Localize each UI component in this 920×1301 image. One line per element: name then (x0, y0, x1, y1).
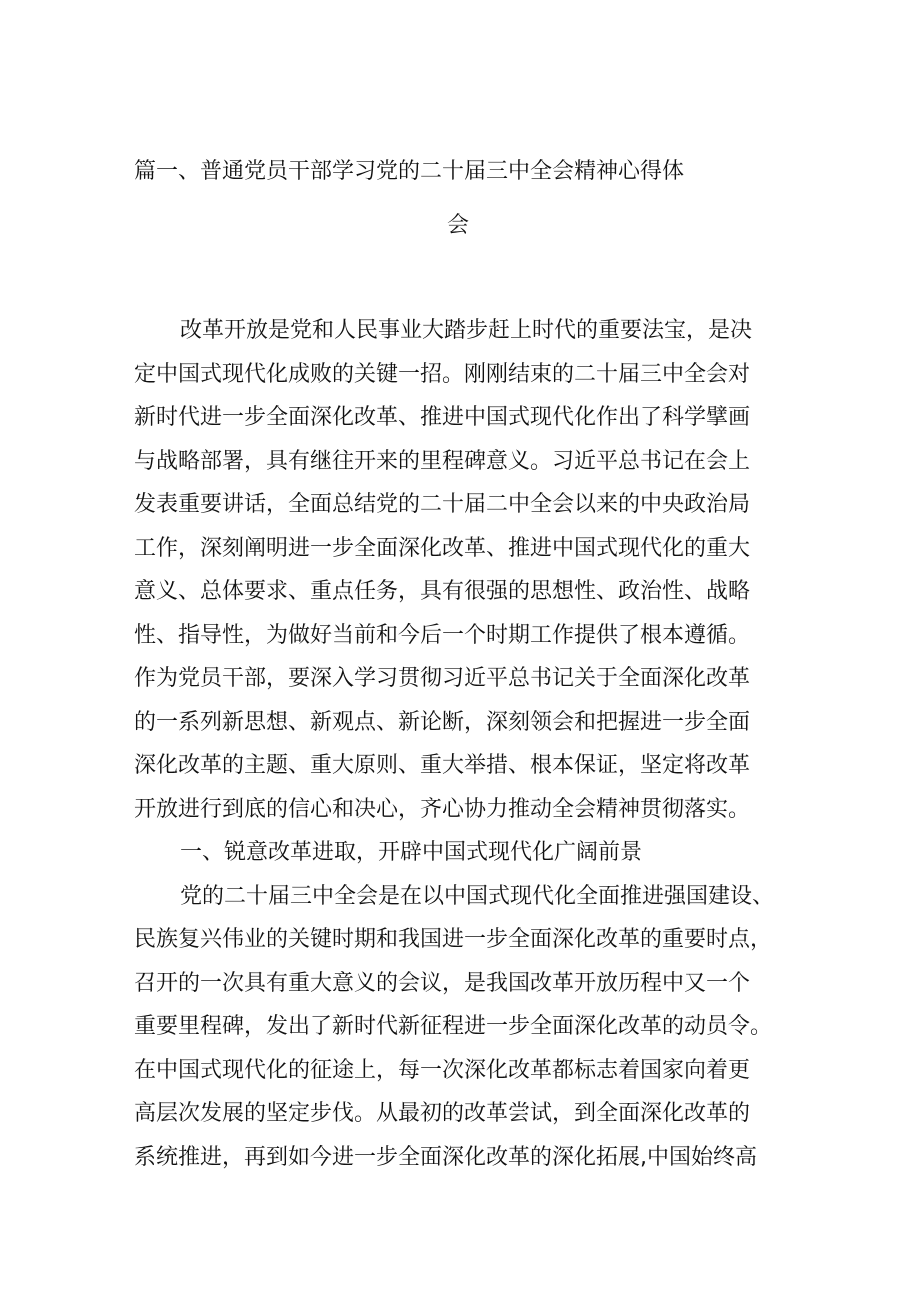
body-line: 系统推进，再到如今进一步全面深化改革的深化拓展,中国始终高 (134, 1144, 757, 1170)
body-line: 一、锐意改革进取，开辟中国式现代化广阔前景 (180, 840, 643, 865)
body-line: 重要里程碑，发出了新时代新征程进一步全面深化改革的动员令。 (134, 1014, 773, 1039)
body-line: 在中国式现代化的征途上，每一次深化改革都标志着国家向着更 (134, 1057, 751, 1083)
body-line: 的一系列新思想、新观点、新论断，深刻领会和把握进一步全面 (134, 709, 751, 735)
body-line: 意义、总体要求、重点任务，具有很强的思想性、政治性、战略 (134, 579, 751, 604)
body-line: 作为党员干部，要深入学习贯彻习近平总书记关于全面深化改革 (134, 666, 751, 691)
body-line: 定中国式现代化成败的关键一招。刚刚结束的二十届三中全会对 (134, 361, 751, 387)
body-line: 性、指导性，为做好当前和今后一个时期工作提供了根本遵循。 (134, 622, 751, 648)
body-line: 党的二十届三中全会是在以中国式现代化全面推进强国建设、 (180, 883, 775, 909)
document-title-line-1: 篇一、普通党员干部学习党的二十届三中全会精神心得体 (134, 159, 685, 184)
document-title-line-2: 会 (447, 213, 470, 238)
body-line: 召开的一次具有重大意义的会议，是我国改革开放历程中又一个 (134, 970, 751, 996)
body-line: 新时代进一步全面深化改革、推进中国式现代化作出了科学擘画 (134, 405, 751, 430)
body-line: 发表重要讲话，全面总结党的二十届二中全会以来的中央政治局 (134, 492, 751, 517)
body-line: 民族复兴伟业的关键时期和我国进一步全面深化改革的重要时点， (134, 927, 773, 952)
body-line: 与战略部署，具有继往开来的里程碑意义。习近平总书记在会上 (134, 448, 751, 474)
body-line: 开放进行到底的信心和决心，齐心协力推动全会精神贯彻落实。 (134, 796, 751, 822)
body-line: 改革开放是党和人民事业大踏步赶上时代的重要法宝，是决 (180, 318, 753, 343)
body-line: 高层次发展的坚定步伐。从最初的改革尝试，到全面深化改革的 (134, 1101, 751, 1126)
body-line: 深化改革的主题、重大原则、重大举措、根本保证，坚定将改革 (134, 753, 751, 778)
body-line: 工作，深刻阐明进一步全面深化改革、推进中国式现代化的重大 (134, 535, 751, 561)
